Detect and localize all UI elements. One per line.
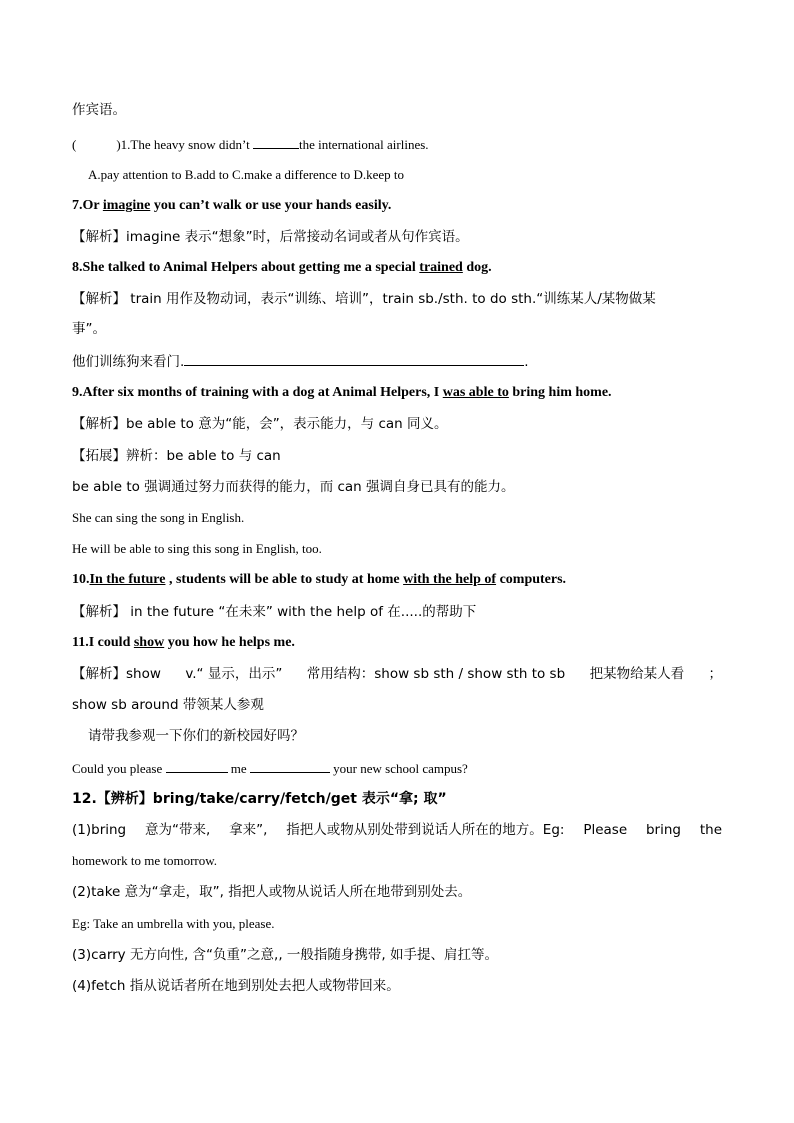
item-12-2: (2)take 意为“拿走，取”, 指把人或物从说话人所在地带到别处去。 bbox=[72, 884, 472, 900]
analysis-11-cont: show sb around 带领某人参观 bbox=[72, 697, 264, 713]
example-9b: He will be able to sing this song in English, too. bbox=[72, 541, 322, 556]
answer-blank[interactable] bbox=[253, 135, 299, 149]
analysis-8: 【解析】 train 用作及物动词，表示“训练、培训”，train sb./sth. to do sth.“训练某人/某物做某 bbox=[72, 291, 656, 307]
sentence-9: 9.After six months of training with a dog at Animal Helpers, I was able to bring him home. bbox=[72, 385, 612, 400]
sentence-11: 11.I could show you how he helps me. bbox=[72, 635, 295, 650]
item-12-3: (3)carry 无方向性, 含“负重”之意,, 一般指随身携带, 如手提、肩扛等。 bbox=[72, 947, 498, 963]
analysis-10: 【解析】 in the future “在未来” with the help of 在.....的帮助下 bbox=[72, 604, 477, 620]
item-12-4: (4)fetch 指从说话者所在地到别处去把人或物带回来。 bbox=[72, 978, 400, 994]
extension-9-detail: be able to 强调通过努力而获得的能力，而 can 强调自身已具有的能力。 bbox=[72, 479, 515, 495]
item-12-1-cont: homework to me tomorrow. bbox=[72, 853, 218, 868]
extension-9: 【拓展】辨析：be able to 与 can bbox=[72, 448, 281, 464]
fill-in-11: Could you please me your new school campus? bbox=[72, 761, 468, 776]
question-1: ( )1.The heavy snow didn’t the international airlines. bbox=[72, 137, 429, 152]
question-1-options: A.pay attention to B.add to C.make a difference to D.keep to bbox=[88, 167, 404, 182]
item-12-1: (1)bring 意为“带来, 拿来”, 指把人或物从别处带到说话人所在的地方。Eg: Please bring the bbox=[72, 822, 722, 838]
analysis-7: 【解析】imagine 表示“想象”时，后常接动名词或者从句作宾语。 bbox=[72, 229, 469, 245]
analysis-11: 【解析】show v.“ 显示，出示” 常用结构：show sb sth / show sth to sb 把某物给某人看 ； bbox=[72, 666, 722, 682]
answer-blank[interactable] bbox=[250, 759, 330, 773]
item-12-2-example: Eg: Take an umbrella with you, please. bbox=[72, 916, 275, 931]
analysis-8-cont: 事”。 bbox=[72, 321, 106, 337]
sentence-10: 10.In the future , students will be able to study at home with the help of computers. bbox=[72, 572, 567, 587]
analysis-9: 【解析】be able to 意为“能，会”，表示能力，与 can 同义。 bbox=[72, 416, 448, 432]
text-line: 作宾语。 bbox=[72, 102, 126, 118]
answer-blank[interactable] bbox=[166, 759, 228, 773]
sentence-7: 7.Or imagine you can’t walk or use your hands easily. bbox=[72, 198, 392, 213]
section-12-title: 12.【辨析】bring/take/carry/fetch/get 表示“拿; 取” bbox=[72, 791, 447, 807]
answer-blank[interactable] bbox=[184, 352, 524, 366]
example-9a: She can sing the song in English. bbox=[72, 510, 245, 525]
translation-prompt-11: 请带我参观一下你们的新校园好吗？ bbox=[88, 728, 304, 744]
translation-exercise-8: 他们训练狗来看门. . bbox=[72, 354, 529, 370]
sentence-8: 8.She talked to Animal Helpers about getting me a special trained dog. bbox=[72, 260, 492, 275]
